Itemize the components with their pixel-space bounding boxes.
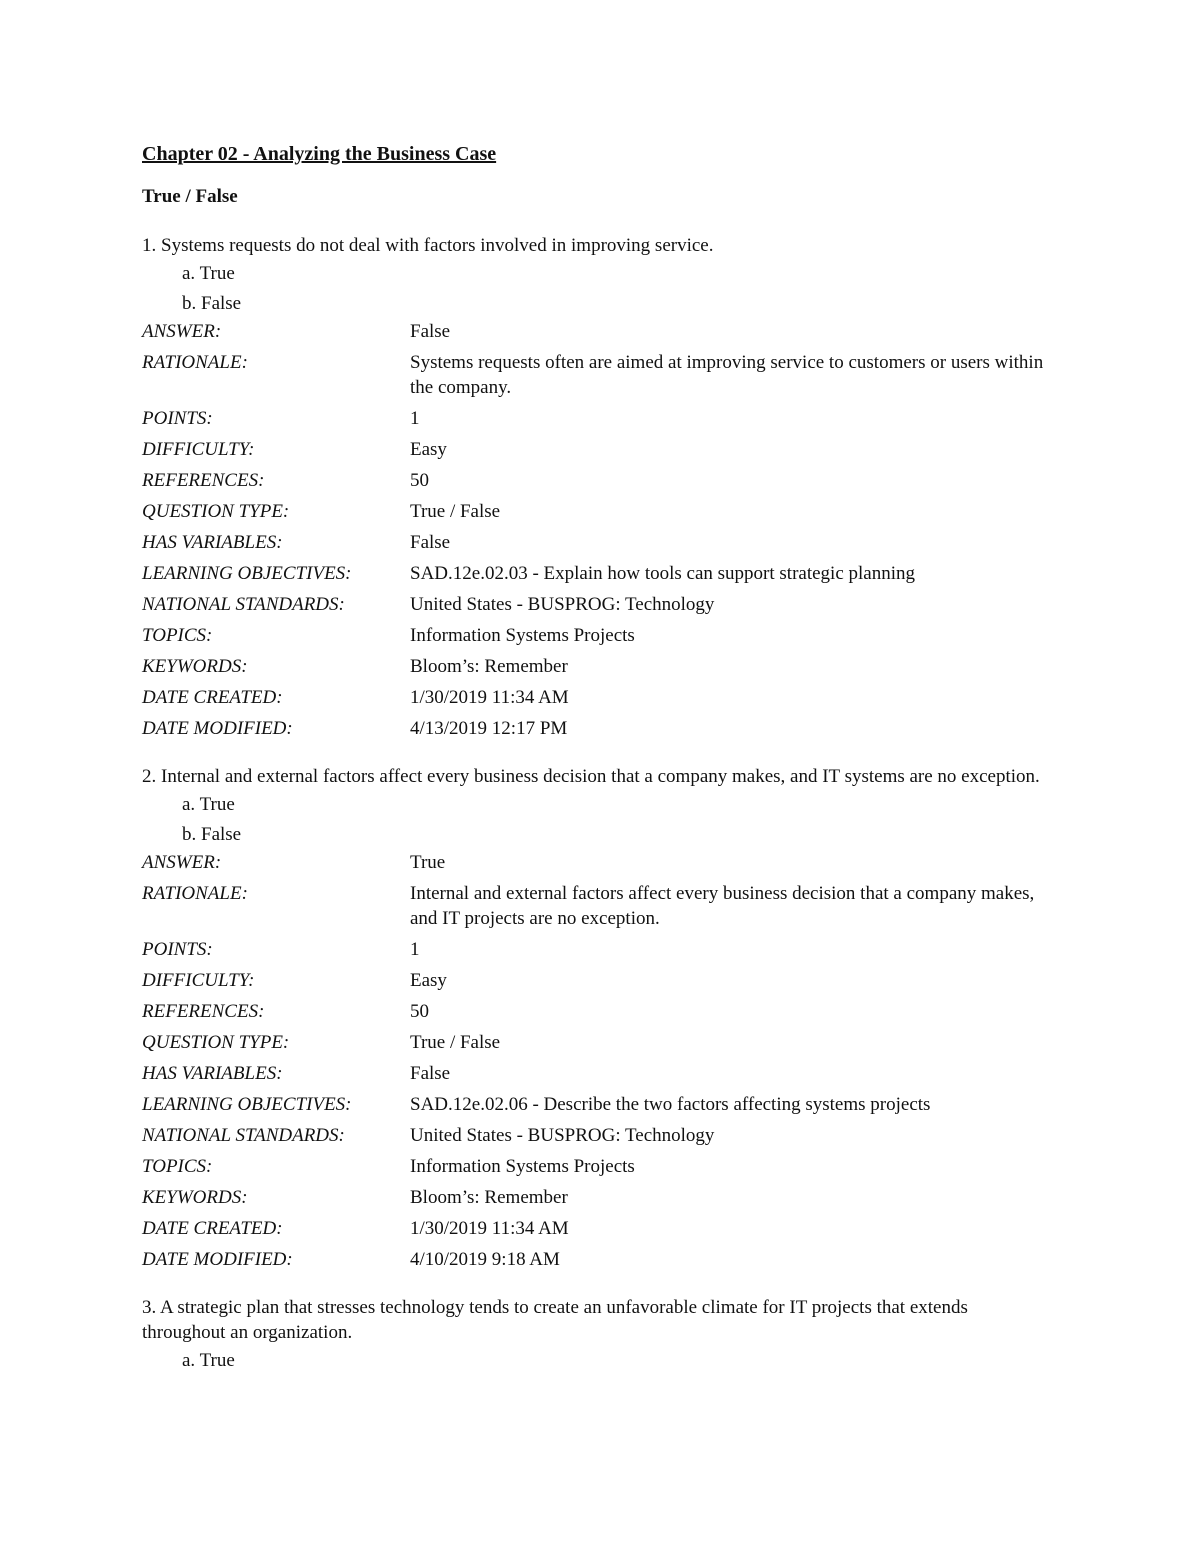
metadata-row xyxy=(142,850,1062,875)
choice-item: a. True xyxy=(182,794,235,815)
metadata-label: POINTS: xyxy=(142,939,213,960)
metadata-row xyxy=(142,530,1062,555)
metadata-label: REFERENCES: xyxy=(142,470,265,491)
choice-item: a. True xyxy=(182,1350,235,1371)
metadata-row xyxy=(142,716,1062,741)
metadata-row xyxy=(142,881,1062,931)
metadata-value: 1 xyxy=(410,939,420,960)
metadata-label: QUESTION TYPE: xyxy=(142,501,290,522)
metadata-label: REFERENCES: xyxy=(142,1001,265,1022)
metadata-label: DIFFICULTY: xyxy=(142,970,255,991)
choice-item: a. True xyxy=(182,263,235,284)
metadata-value: SAD.12e.02.03 - Explain how tools can support strategic planning xyxy=(410,563,916,584)
metadata-label: DATE MODIFIED: xyxy=(142,1249,293,1270)
metadata-row xyxy=(142,350,1062,400)
question-metadata xyxy=(142,319,1062,741)
question-metadata xyxy=(142,850,1062,1272)
metadata-row xyxy=(142,685,1062,710)
question-block xyxy=(142,233,1062,741)
metadata-value: SAD.12e.02.06 - Describe the two factors affecting systems projects xyxy=(410,1094,931,1115)
metadata-label: LEARNING OBJECTIVES: xyxy=(142,563,352,584)
metadata-value: 1/30/2019 11:34 AM xyxy=(410,1218,569,1239)
chapter-title: Chapter 02 - Analyzing the Business Case xyxy=(142,143,497,165)
metadata-row xyxy=(142,1154,1062,1179)
question-block xyxy=(142,764,1062,1272)
metadata-value: Information Systems Projects xyxy=(410,625,635,646)
metadata-value: 4/10/2019 9:18 AM xyxy=(410,1249,560,1270)
choice-list xyxy=(142,259,1062,319)
metadata-value: True / False xyxy=(410,501,501,522)
metadata-label: DATE CREATED: xyxy=(142,687,283,708)
metadata-row xyxy=(142,999,1062,1024)
metadata-label: NATIONAL STANDARDS: xyxy=(142,1125,345,1146)
metadata-value: United States - BUSPROG: Technology xyxy=(410,594,715,615)
metadata-value: 4/13/2019 12:17 PM xyxy=(410,718,568,739)
metadata-value: Bloom’s: Remember xyxy=(410,1187,568,1208)
metadata-label: KEYWORDS: xyxy=(142,1187,248,1208)
metadata-value: False xyxy=(410,1063,451,1084)
metadata-value: False xyxy=(410,532,451,553)
metadata-value: Bloom’s: Remember xyxy=(410,656,568,677)
question-text: 3. A strategic plan that stresses technology tends to create an unfavorable climate for IT projects that extends throughout an organization. xyxy=(142,1297,968,1343)
metadata-value: 50 xyxy=(410,470,429,491)
metadata-row xyxy=(142,437,1062,462)
metadata-row xyxy=(142,1247,1062,1272)
metadata-label: TOPICS: xyxy=(142,1156,213,1177)
metadata-label: KEYWORDS: xyxy=(142,656,248,677)
metadata-row xyxy=(142,1030,1062,1055)
metadata-row xyxy=(142,1216,1062,1241)
metadata-value: Systems requests often are aimed at improving service to customers or users within the company. xyxy=(410,352,1044,398)
metadata-label: DATE CREATED: xyxy=(142,1218,283,1239)
metadata-row xyxy=(142,468,1062,493)
metadata-label: RATIONALE: xyxy=(142,352,248,373)
metadata-value: Information Systems Projects xyxy=(410,1156,635,1177)
metadata-value: True / False xyxy=(410,1032,501,1053)
metadata-label: HAS VARIABLES: xyxy=(142,1063,283,1084)
metadata-row xyxy=(142,499,1062,524)
question-list xyxy=(142,233,1062,1376)
section-heading: True / False xyxy=(142,186,238,207)
metadata-value: Internal and external factors affect every business decision that a company makes, and IT projects are no exception. xyxy=(410,883,1035,929)
question-block xyxy=(142,1295,1062,1376)
question-text: 2. Internal and external factors affect every business decision that a company makes, and IT systems are no exception. xyxy=(142,766,1040,787)
metadata-label: DATE MODIFIED: xyxy=(142,718,293,739)
metadata-label: NATIONAL STANDARDS: xyxy=(142,594,345,615)
metadata-value: True xyxy=(410,852,446,873)
metadata-row xyxy=(142,592,1062,617)
choice-item: b. False xyxy=(182,824,242,845)
question-text: 1. Systems requests do not deal with factors involved in improving service. xyxy=(142,235,714,256)
metadata-row xyxy=(142,654,1062,679)
metadata-row xyxy=(142,406,1062,431)
metadata-row xyxy=(142,1123,1062,1148)
choice-list xyxy=(142,790,1062,850)
metadata-label: LEARNING OBJECTIVES: xyxy=(142,1094,352,1115)
metadata-value: 50 xyxy=(410,1001,429,1022)
metadata-row xyxy=(142,623,1062,648)
metadata-label: ANSWER: xyxy=(142,852,222,873)
choice-list xyxy=(142,1346,1062,1376)
choice-item: b. False xyxy=(182,293,242,314)
metadata-label: ANSWER: xyxy=(142,321,222,342)
metadata-row xyxy=(142,1185,1062,1210)
metadata-value: Easy xyxy=(410,970,447,991)
metadata-row xyxy=(142,1061,1062,1086)
document-page xyxy=(142,140,1062,1376)
metadata-value: Easy xyxy=(410,439,447,460)
metadata-row xyxy=(142,968,1062,993)
metadata-label: HAS VARIABLES: xyxy=(142,532,283,553)
metadata-label: POINTS: xyxy=(142,408,213,429)
metadata-value: False xyxy=(410,321,451,342)
metadata-value: 1/30/2019 11:34 AM xyxy=(410,687,569,708)
metadata-value: United States - BUSPROG: Technology xyxy=(410,1125,715,1146)
metadata-row xyxy=(142,1092,1062,1117)
metadata-value: 1 xyxy=(410,408,420,429)
metadata-label: QUESTION TYPE: xyxy=(142,1032,290,1053)
metadata-row xyxy=(142,319,1062,344)
metadata-label: RATIONALE: xyxy=(142,883,248,904)
metadata-row xyxy=(142,937,1062,962)
metadata-row xyxy=(142,561,1062,586)
metadata-label: TOPICS: xyxy=(142,625,213,646)
metadata-label: DIFFICULTY: xyxy=(142,439,255,460)
